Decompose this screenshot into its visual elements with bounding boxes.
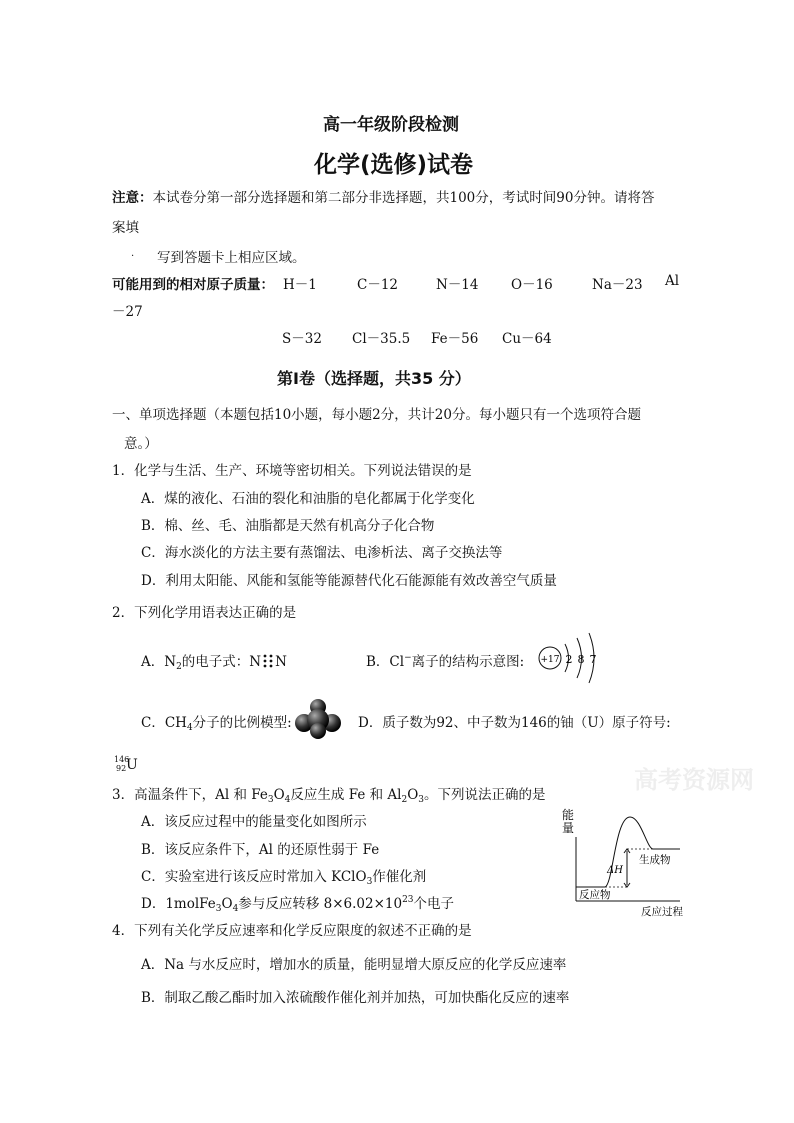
atomic-mass-label: 可能用到的相对原子质量： [112, 277, 274, 293]
notice-line-1: 注意：本试卷分第一部分选择题和第二部分非选择题，共100分，考试时间90分钟。请将答 [112, 190, 655, 206]
atomic-mass-n: N－14 [436, 277, 479, 293]
triple-bond-dots-icon [261, 653, 275, 669]
atomic-mass-o: O－16 [511, 277, 553, 293]
q2-option-b: B．Cl−离子的结构示意图: [366, 653, 525, 670]
shell-2-count: 8 [577, 653, 585, 666]
section1-instructions-cont: 意。） [124, 436, 158, 452]
q3-option-b: B．该反应条件下，Al 的还原性弱于 Fe [141, 842, 380, 858]
ch4-space-filling-model [293, 698, 343, 740]
cl-ion-structure-diagram [536, 628, 600, 684]
product-label: 生成物 [639, 854, 671, 866]
watermark: 高考资源网 [634, 765, 754, 794]
shell-1-count: 2 [565, 653, 573, 666]
q1-option-d: D．利用太阳能、风能和氢能等能源替代化石能源能有效改善空气质量 [141, 573, 557, 589]
section1-instructions: 一、单项选择题（本题包括10小题，每小题2分，共计20分。每小题只有一个选项符合题 [112, 407, 641, 423]
q1-option-c: C．海水淡化的方法主要有蒸馏法、电渗析法、离子交换法等 [141, 545, 503, 561]
n2-electron-formula: N N [249, 654, 287, 670]
q2-stem: 2．下列化学用语表达正确的是 [112, 605, 297, 621]
q4-option-a: A．Na 与水反应时，增加水的质量，能明显增大原反应的化学反应速率 [141, 957, 567, 973]
part1-title: 第Ⅰ卷（选择题，共35 分） [277, 369, 471, 388]
q1-stem: 1．化学与生活、生产、环境等密切相关。下列说法错误的是 [112, 463, 472, 479]
exam-subtitle: 化学(选修)试卷 [314, 152, 474, 178]
notice-mark: . [131, 248, 135, 259]
atomic-mass-cu: Cu－64 [502, 331, 552, 347]
atomic-mass-fe: Fe－56 [431, 331, 479, 347]
q3-option-c: C．实验室进行该反应时常加入 KClO$_3$作催化剂 [141, 869, 427, 887]
exam-title: 高一年级阶段检测 [323, 115, 459, 135]
delta-h-label: ΔH [607, 865, 623, 876]
q1-option-a: A．煤的液化、石油的裂化和油脂的皂化都属于化学变化 [141, 491, 475, 507]
atomic-mass-s: S－32 [282, 331, 322, 347]
y-axis-label-2: 量 [562, 821, 575, 835]
q2-option-d: D．质子数为92、中子数为146的铀（U）原子符号: [358, 715, 671, 731]
x-axis-label: 反应过程 [641, 906, 683, 918]
q4-stem: 4．下列有关化学反应速率和化学反应限度的叙述不正确的是 [112, 923, 472, 939]
notice-line-3: 写到答题卡上相应区域。 [157, 250, 306, 266]
energy-profile-diagram [555, 805, 695, 920]
q1-option-b: B．棉、丝、毛、油脂都是天然有机高分子化合物 [141, 518, 435, 534]
atomic-mass-al: Al [665, 273, 680, 289]
atomic-mass-h: H－1 [283, 277, 317, 293]
q3-option-d: D．$1molFe_3O_4$参与反应转移 $8\times 6.02\times 10^{23}$个电子 [141, 895, 455, 914]
q3-stem: 3．高温条件下，Al 和 $Fe_3O_4$反应生成 Fe 和 $Al_2O_3$。下列说法正确的是 [112, 787, 546, 805]
atomic-mass-na: Na－23 [592, 277, 643, 293]
shell-3-count: 7 [589, 653, 597, 666]
nucleus-charge: +17 [540, 655, 560, 665]
atomic-mass-c: C－12 [357, 277, 399, 293]
notice-label: 注意： [112, 190, 153, 206]
q3-option-a: A．该反应过程中的能量变化如图所示 [141, 814, 367, 830]
q4-option-b: B．制取乙酸乙酯时加入浓硫酸作催化剂并加热，可加快酯化反应的速率 [141, 990, 570, 1006]
q2-option-a: A．$N_2$的电子式：N N [141, 654, 287, 672]
notice-line-2: 案填 [112, 220, 139, 236]
reactant-label: 反应物 [579, 889, 611, 901]
q2-option-c: C．$CH_4$分子的比例模型: [141, 715, 292, 733]
atomic-mass-al-value: －27 [112, 304, 143, 320]
atomic-mass-cl: Cl－35.5 [352, 331, 411, 347]
y-axis-label-1: 能 [562, 808, 575, 822]
